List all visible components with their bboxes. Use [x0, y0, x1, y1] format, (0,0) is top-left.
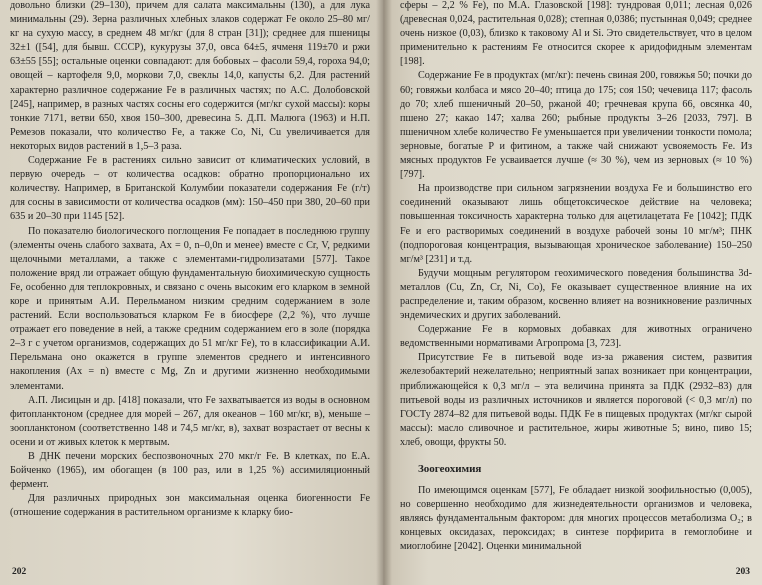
paragraph: В ДНК печени морских беспозвоночных 270 мкг/г Fe. В клетках, по Е.А. Бойченко (1965), им обогащен (в 100 раз, или в 1,25 %) ассимиляционный фермент. [10, 451, 370, 491]
right-page [383, 0, 762, 585]
paragraph: Для различных природных зон максимальная оценка биогенности Fe (отношение содержания в растительном организме к кларку био- [10, 493, 370, 519]
paragraph: сферы – 2,2 % Fe), по М.А. Глазовской [198]: тундровая 0,011; лесная 0,026 (древесная 0,024, растительная 0,028); степная 0,0386; пустынная 0,049; среднее очень низкое (0,03), близко к таковому Al и Si. Это свидетельствует, что в целом применительно к растениям Fe относится скорее к аридофидным элементам [198]. [400, 0, 752, 68]
page-number: 202 [12, 567, 27, 577]
right-page-text [400, 0, 752, 555]
left-page-text [10, 0, 370, 520]
paragraph: довольно близки (29–130), причем для салата максимальны (130), а для лука минимальны (29). Зерна различных хлебных злаков содержат Fe около 25–80 мг/кг на сухую массу, в среднем 48 мг/кг (для 8 стран [31]); среднее для пшеницы 32±1 ([54], для бывш. СССР), кукурузы 37,0, овса 64±5, ячменя 119±70 и ржи 63±55 [55]; остальные оценки совпадают: для бобовых – фасоли 59,4, гороха 94,0; овощей – картофеля 9,0, моркови 7,0, свеклы 14,0, капусты 6,2. Для растений характерно различное содержание Fe в различных частях; по А.С. Долобовской [245], например, в разных частях сосны его содержится (мг/кг сухой массы): коры тонкие 7171, ветви 650, хвоя 150–300, древесина 5. Д.П. Малюга (1963) и Н.П. Ремезов показали, что количество Fe, а также Co, Ni, Cu увеличивается для некоторых видов растений в 1,5–3 раза. [10, 0, 370, 152]
section-heading: Зоогеохимия [418, 463, 482, 475]
paragraph: Содержание Fe в кормовых добавках для животных ограничено ведомственными нормативами Агропрома [3, 723]. [400, 324, 752, 350]
paragraph: По имеющимся оценкам [577], Fe обладает низкой зоофильностью (0,005), но совершенно необходимо для жизнедеятельности организмов и человека, являясь фундаментальным фактором: для многих процессов метаболизма O₂; в концевых оксидазах, пероксидах; в синтезе порфирита в гемоглобине и миоглобине [2042]. Оценки минимальной [400, 485, 752, 553]
paragraph: Содержание Fe в продуктах (мг/кг): печень свиная 200, говяжья 50; почки до 60; говяжьи колбаса и мясо 20–40; птица до 175; соя 150; чечевица 117; фасоль до 70; хлеб пшеничный 20–50, ржаной 40; гречневая крупа 66, овсянка 40, пшено 27; какао 147; халва 260; рыбные продукты 3–26 [2033, 797]. В пшеничном хлебе количество Fe уменьшается при увеличении тонкости помола; зерновые, богатые Р и фитином, а также чай снижают усвояемость Fe. Из мясных продуктов Fe усваивается лучше (≈ 30 %), чем из зерновых (≈ 10 %) [797]. [400, 70, 752, 181]
paragraph: Содержание Fe в растениях сильно зависит от климатических условий, в первую очередь – от количества осадков: обратно пропорционально их количеству. Например, в Британской Колумбии показатели содержания Fe (г/т) для сосны в зависимости от количества осадков (мм): 150–450 при 380, 20–60 при 635 и 20–30 при 1145 [52]. [10, 155, 370, 223]
page-number: 203 [735, 567, 750, 577]
paragraph: На производстве при сильном загрязнении воздуха Fe и большинство его соединений оказывают лишь общетоксическое действие на человека; повышенная токсичность характерна только для ацетилацетата Fe [1042]; ПДК Fe и его растворимых соединений в воздухе рабочей зоны 10 мг/м³; ПНК (подпороговая концентрация, вызывающая хроническое заболевание) 150–250 мг/м³ [231] и т.д. [400, 183, 752, 265]
paragraph: А.П. Лисицын и др. [418] показали, что Fe захватывается из воды в основном фитопланктоном (среднее для морей – 267, для океанов – 160 мг/кг, в), меньше – зоопланктоном (соответственно 148 и 74,5 мг/кг, в), захват возрастает от весны к осени и от живых клеток к мертвым. [10, 394, 370, 448]
paragraph: Присутствие Fe в питьевой воде из-за ржавения систем, развития железобактерий нежелательно; неприятный запах возникает при концентрации, приближающейся к 0,3 мг/л – эта величина принята за ПДК (2932–83) для питьевой воды из различных источников и является пороговой (< 0,3 мг/л) по ГОСТу 2874–82 для питьевой воды. ПДК Fe в пищевых продуктах (мг/кг сырой массы): масло сливочное и растительное, жиры животные 5; вино, пиво 15; хлеб, овощи, фрукты 50. [400, 352, 752, 448]
paragraph: По показателю биологического поглощения Fe попадает в последнюю группу (элементы очень слабого захвата, Ах = 0, n–0,0n и менее) вместе с Cr, V, редкими щелочными металлами, а также с элементами-гидролизатами [577]. Такое положение вряд ли отражает общую фундаментальную биохимическую сущность Fe, особенно для теплокровных, и связано с очень высоким его кларком в земной коре и принятым А.И. Перельманом низким средним содержанием в золе растений. Если воспользоваться кларком Fe в биосфере (2,2 %), что лучше отражает его поведение в ней, а также средним содержанием его в золе (порядка 2–3 г с учетом организмов, содержащих до 51 мг/кг Fe), то в классификации А.И. Перельмана оно окажется в группе элементов среднего и интенсивного накопления (Ах = n) вместе с Mg, Zn и другими жизненно необходимыми элементами. [10, 225, 370, 392]
paragraph: Будучи мощным регулятором геохимического поведения большинства 3d-металлов (Cu, Zn, Cr, Ni, Co), Fe оказывает существенное влияние на их распределение и, таким образом, косвенно влияет на возникновение различных эндемических и других заболеваний. [400, 267, 752, 322]
book-gutter [376, 0, 392, 585]
